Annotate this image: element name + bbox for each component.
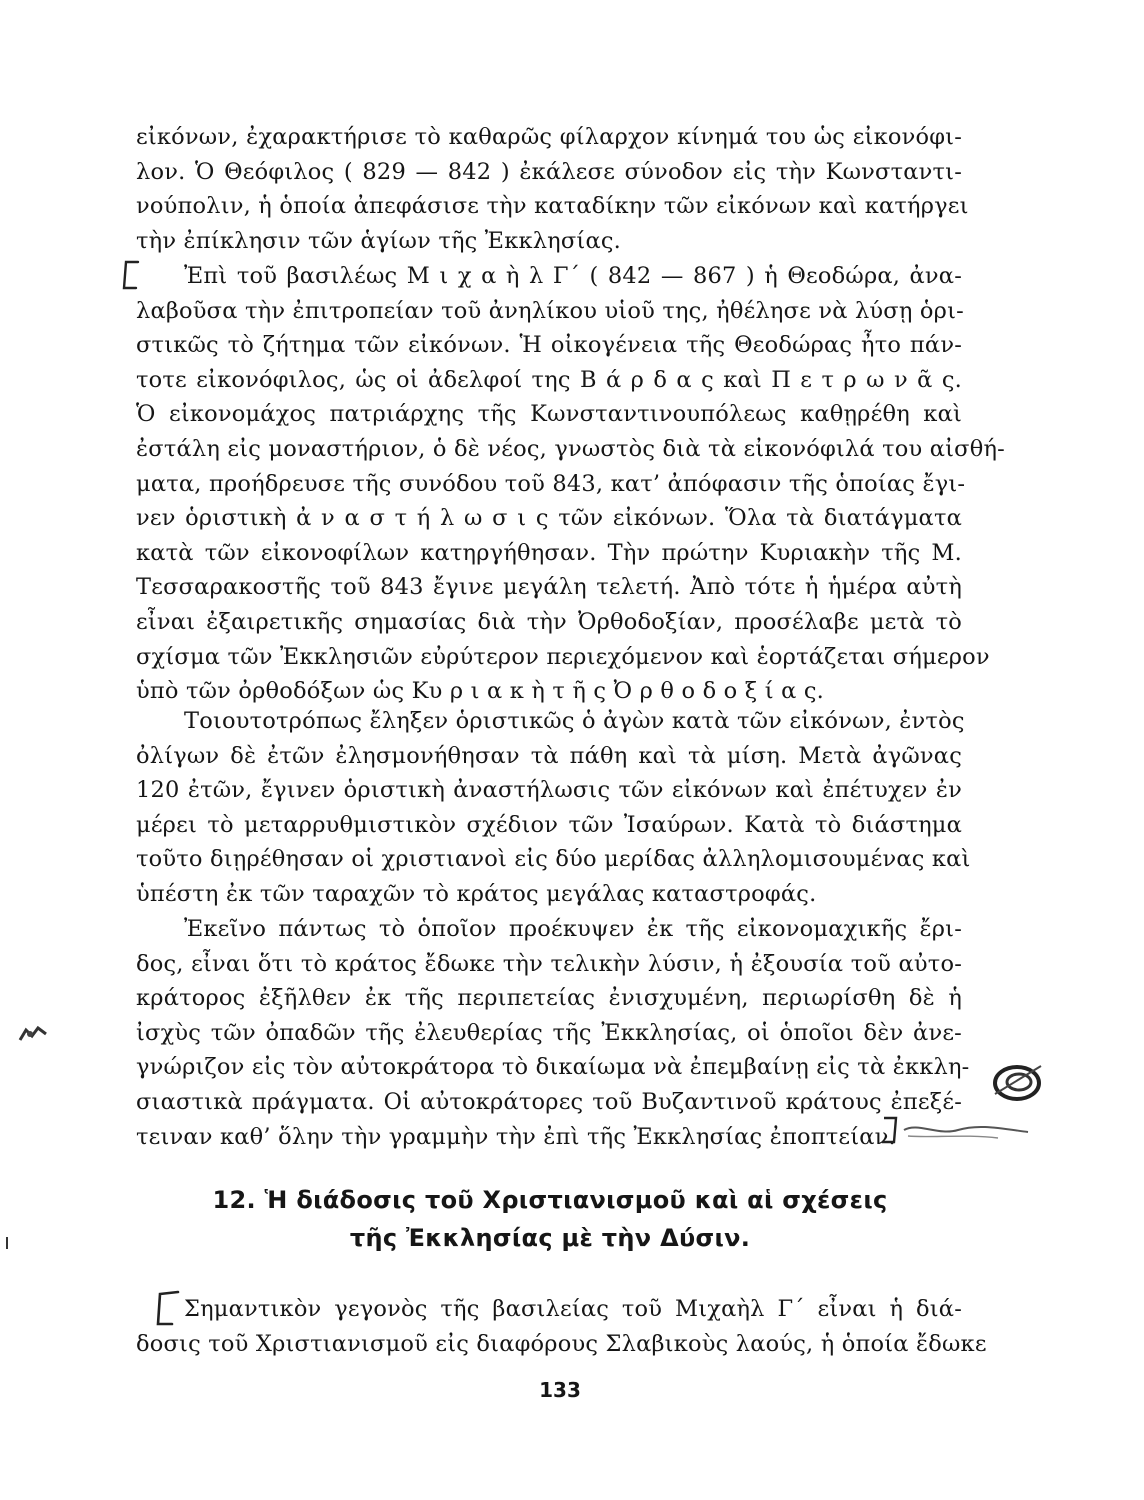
section-heading (160, 1181, 940, 1257)
paragraph-4 (136, 912, 970, 1154)
closing-bracket-mark-icon (878, 1108, 1038, 1148)
text-line: τὴν ἐπίκλησιν τῶν ἁγίων τῆς Ἐκκλησίας. (136, 227, 621, 254)
page-number: 133 (539, 1378, 581, 1402)
paragraph-1 (136, 120, 969, 258)
paragraph-3 (136, 704, 971, 912)
text-line: δος, εἶναι ὅτι τὸ κράτος ἔδωκε τὴν τελικὴν λύσιν, ἡ ἐξουσία τοῦ αὐτο- (136, 950, 962, 977)
text-line: τοτε εἰκονόφιλος, ὡς οἱ ἀδελφοί της Β ά ρ δ α ς καὶ Π ε τ ρ ω ν ᾶ ς. (136, 366, 962, 393)
text-line: κράτορος ἐξῆλθεν ἐκ τῆς περιπετείας ἐνισχυμένη, περιωρίσθη δὲ ἡ (136, 985, 962, 1012)
text-line: τειναν καθ’ ὅλην τὴν γραμμὴν τὴν ἐπὶ τῆς Ἐκκλησίας ἐποπτείαν. (136, 1123, 896, 1150)
text-line: κατὰ τῶν εἰκονοφίλων κατηργήθησαν. Τὴν πρώτην Κυριακὴν τῆς Μ. (136, 539, 962, 566)
section-title-part-2: τῆς Ἐκκλησίας μὲ τὴν Δύσιν. (349, 1224, 751, 1252)
text-line: ἐστάλη εἰς μοναστήριον, ὁ δὲ νέος, γνωστὸς διὰ τὰ εἰκονόφιλά του αἰσθή- (136, 435, 1005, 462)
text-line: Τεσσαρακοστῆς τοῦ 843 ἔγινε μεγάλη τελετή. Ἀπὸ τότε ἡ ἡμέρα αὐτὴ (136, 574, 962, 601)
text-line: λον. Ὁ Θεόφιλος ( 829 — 842 ) ἐκάλεσε σύνοδον εἰς τὴν Κωνσταντι- (136, 158, 962, 185)
text-line: ἰσχὺς τῶν ὀπαδῶν τῆς ἐλευθερίας τῆς Ἐκκλησίας, οἱ ὁποῖοι δὲν ἀνε- (136, 1019, 962, 1046)
text-line: 120 ἐτῶν, ἔγινεν ὁριστικὴ ἀναστήλωσις τῶν εἰκόνων καὶ ἐπέτυχεν ἐν (136, 777, 962, 804)
text-line: εἰκόνων, ἐχαρακτήρισε τὸ καθαρῶς φίλαρχον κίνημά του ὡς εἰκονόφι- (136, 124, 962, 150)
text-line: μέρει τὸ μεταρρυθμιστικὸν σχέδιον τῶν Ἰσαύρων. Κατὰ τὸ διάστημα (136, 811, 962, 838)
text-line: Ἐκεῖνο πάντως τὸ ὁποῖον προέκυψεν ἐκ τῆς εἰκονομαχικῆς ἔρι- (184, 916, 962, 942)
scribble-circle-icon (985, 1058, 1049, 1108)
bracket-mark-icon (152, 1288, 182, 1328)
text-line: ματα, προήδρευσε τῆς συνόδου τοῦ 843, κατ’ ἀπόφασιν τῆς ὁποίας ἔγι- (136, 470, 966, 497)
text-line: γνώριζον εἰς τὸν αὐτοκράτορα τὸ δικαίωμα νὰ ἐπεμβαίνῃ εἰς τὰ ἐκκλη- (136, 1054, 970, 1081)
text-line: στικῶς τὸ ζήτημα τῶν εἰκόνων. Ἡ οἰκογένεια τῆς Θεοδώρας ἦτο πάν- (136, 332, 962, 359)
text-line: τοῦτο διῃρέθησαν οἱ χριστιανοὶ εἰς δύο μερίδας ἀλληλομισουμένας καὶ (136, 846, 971, 873)
edge-mark-icon (4, 1236, 10, 1250)
final-paragraph (136, 1292, 987, 1361)
text-line: ὑπὸ τῶν ὀρθοδόξων ὡς Κυ ρ ι α κ ὴ τ ῆ ς Ὀ ρ θ ο δ ο ξ ί α ς. (136, 678, 824, 705)
text-line: σχίσμα τῶν Ἐκκλησιῶν εὐρύτερον περιεχόμενον καὶ ἑορτάζεται σήμερον (136, 643, 990, 670)
text-line: εἶναι ἐξαιρετικῆς σημασίας διὰ τὴν Ὀρθοδοξίαν, προσέλαβε μετὰ τὸ (136, 608, 962, 635)
text-line: Σημαντικὸν γεγονὸς τῆς βασιλείας τοῦ Μιχαὴλ Γ΄ εἶναι ἡ διά- (184, 1296, 962, 1322)
text-line: νούπολιν, ἡ ὁποία ἀπεφάσισε τὴν καταδίκην τῶν εἰκόνων καὶ κατήργει (136, 193, 969, 220)
text-line: δοσις τοῦ Χριστιανισμοῦ εἰς διαφόρους Σλαβικοὺς λαούς, ἡ ὁποία ἔδωκε (136, 1330, 987, 1357)
paragraph-2 (136, 259, 1005, 709)
text-line: σιαστικὰ πράγματα. Οἱ αὐτοκράτορες τοῦ Βυζαντινοῦ κράτους ἐπεξέ- (136, 1088, 962, 1115)
text-line: λαβοῦσα τὴν ἐπιτροπείαν τοῦ ἀνηλίκου υἱοῦ της, ἠθέλησε νὰ λύσῃ ὁρι- (136, 297, 964, 324)
text-line: ὀλίγων δὲ ἐτῶν ἐλησμονήθησαν τὰ πάθη καὶ τὰ μίση. Μετὰ ἀγῶνας (136, 742, 962, 769)
text-line: νεν ὁριστικὴ ἀ ν α σ τ ή λ ω σ ι ς τῶν εἰκόνων. Ὅλα τὰ διατάγματα (136, 505, 962, 532)
text-line: Ὁ εἰκονομάχος πατριάρχης τῆς Κωνσταντινουπόλεως καθῃρέθη καὶ (136, 401, 962, 428)
section-title-part-1: Ἡ διάδοσις τοῦ Χριστιανισμοῦ καὶ αἱ σχέσεις (264, 1186, 888, 1214)
section-number: 12. (212, 1186, 256, 1214)
section-heading-line-1 (160, 1181, 940, 1219)
ink-blot-icon (16, 1022, 50, 1046)
bracket-mark-icon (120, 258, 142, 292)
text-line: Ἐπὶ τοῦ βασιλέως Μ ι χ α ὴ λ Γ΄ ( 842 — 867 ) ἡ Θεοδώρα, ἀνα- (184, 263, 962, 289)
text-line: ὑπέστη ἐκ τῶν ταραχῶν τὸ κράτος μεγάλας καταστροφάς. (136, 880, 817, 907)
text-line: Τοιουτοτρόπως ἔληξεν ὁριστικῶς ὁ ἀγὼν κατὰ τῶν εἰκόνων, ἐντὸς (184, 708, 965, 734)
